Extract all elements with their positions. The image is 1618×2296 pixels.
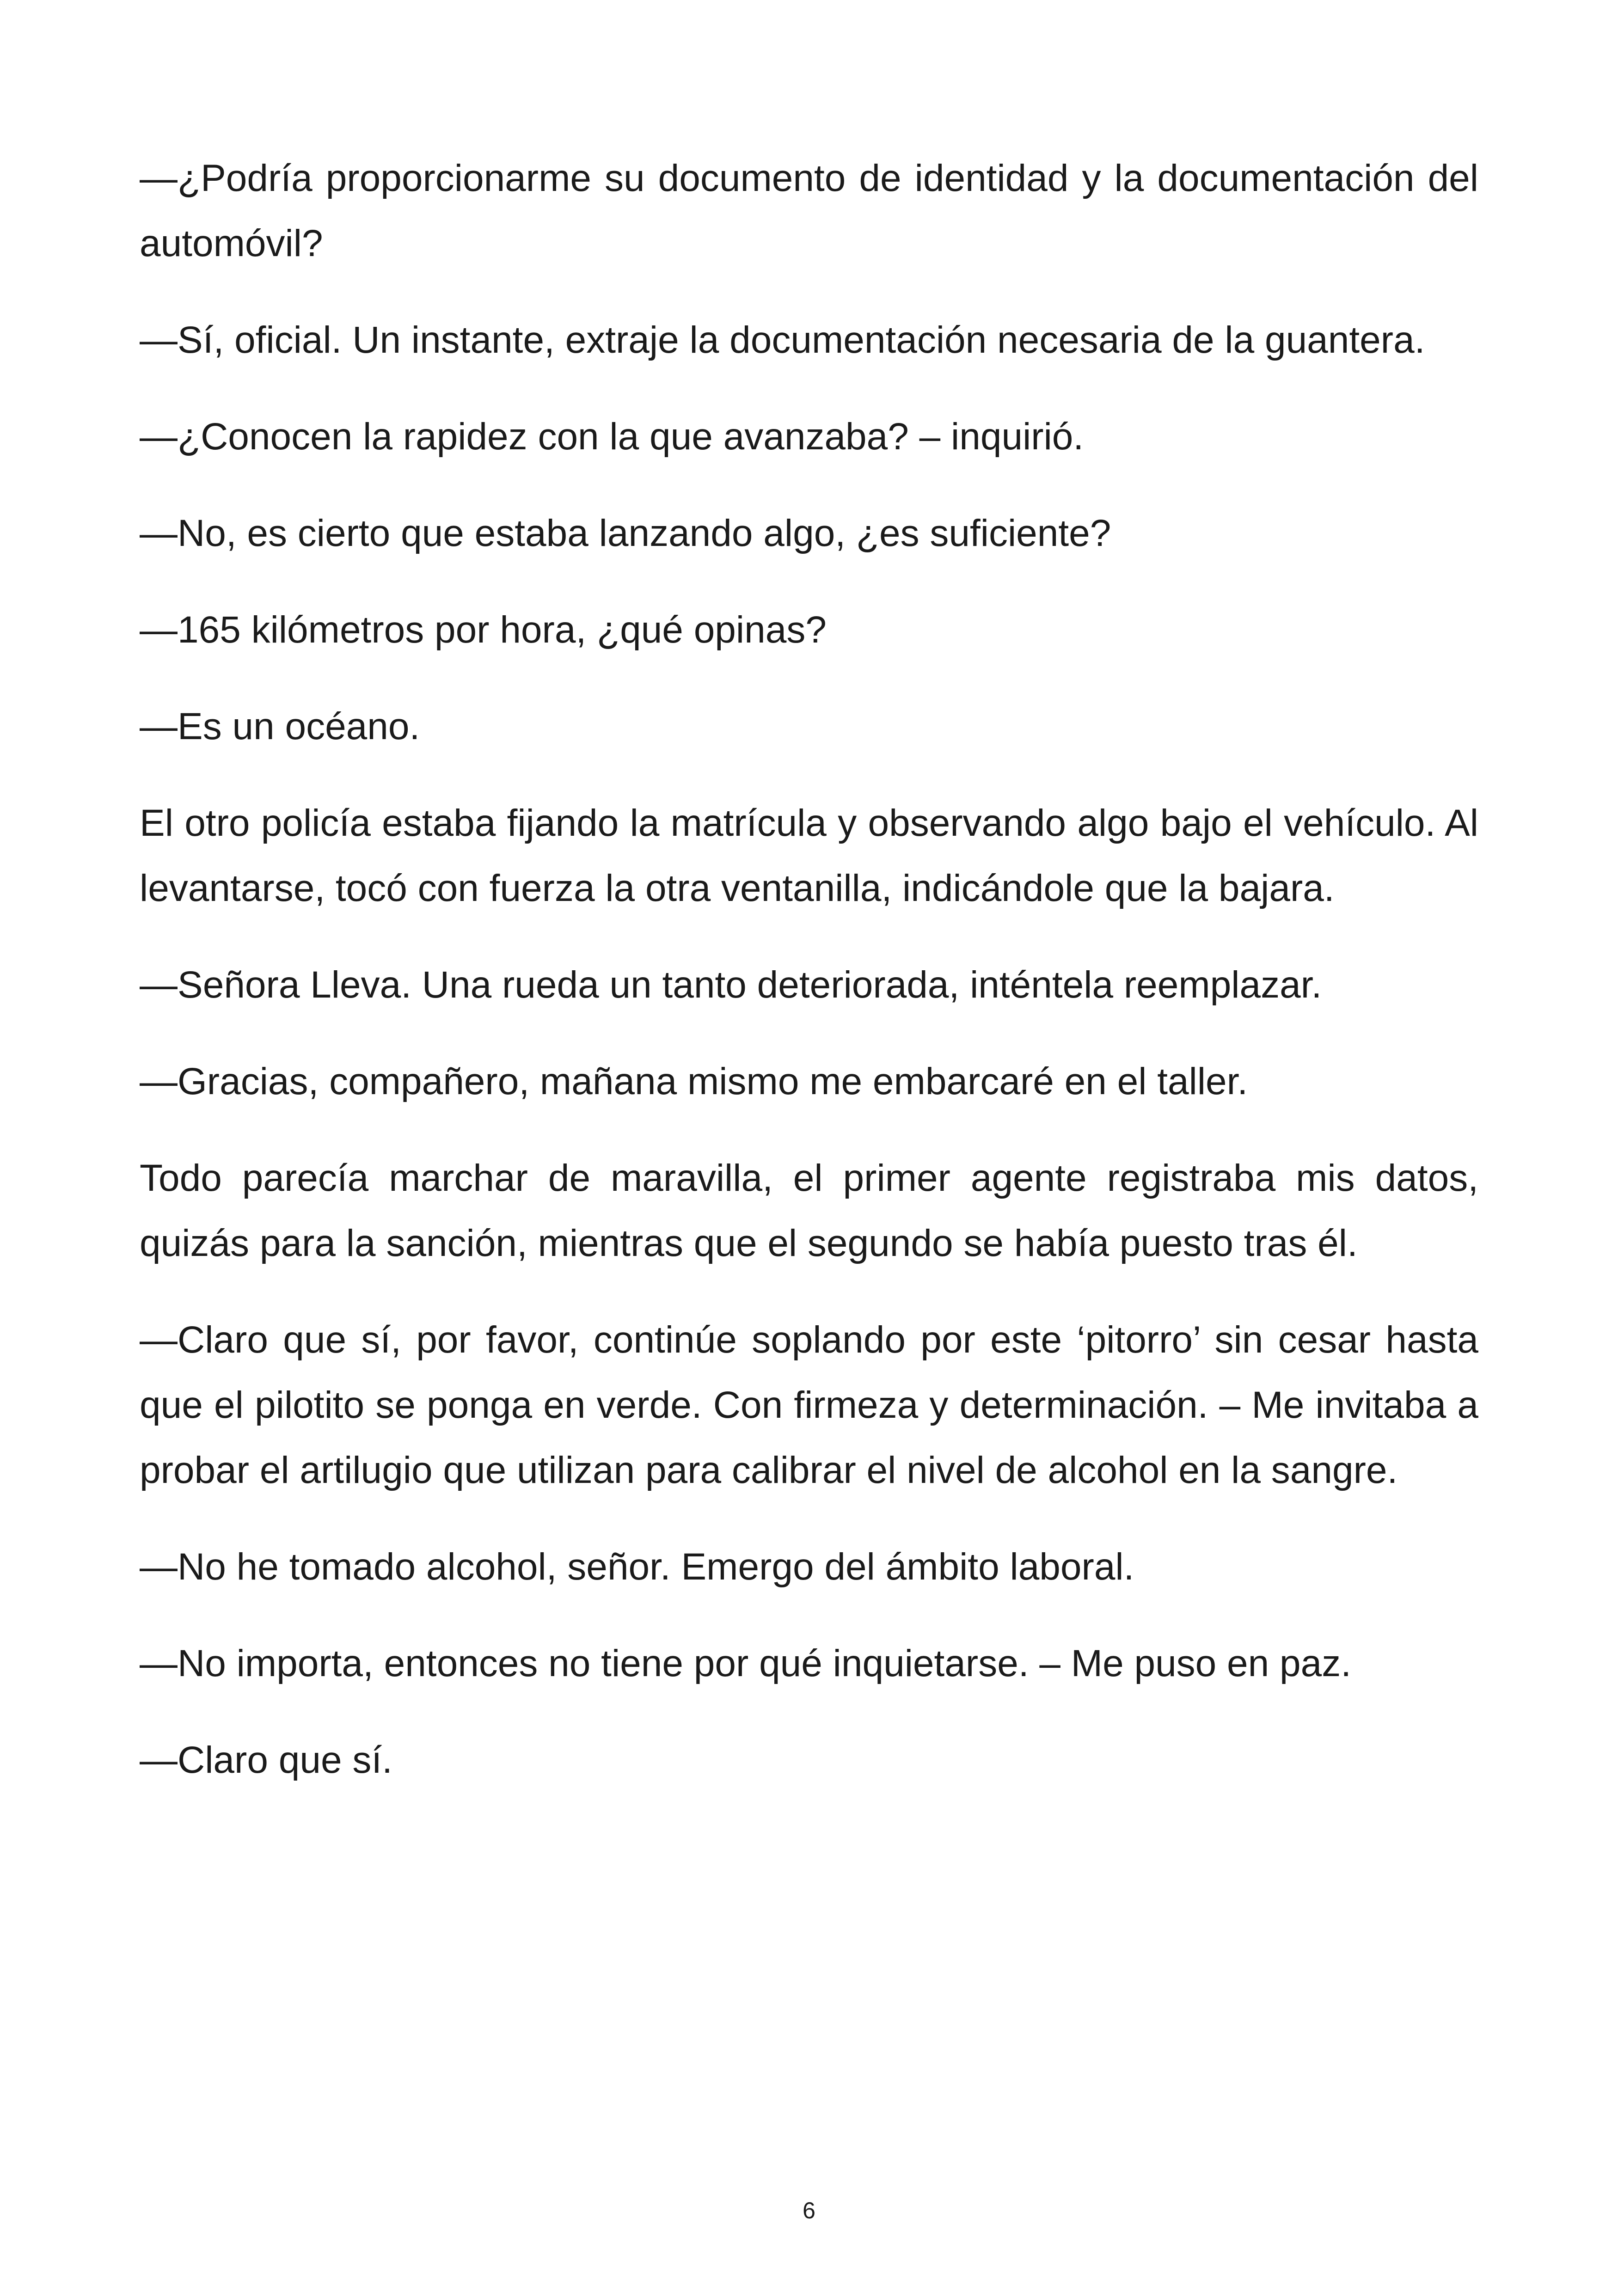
paragraph-8: —Señora Lleva. Una rueda un tanto deteriorada, inténtela reemplazar. bbox=[140, 964, 1322, 1006]
paragraph-9: —Gracias, compañero, mañana mismo me embarcaré en el taller. bbox=[140, 1060, 1248, 1102]
paragraph-14: —Claro que sí. bbox=[140, 1739, 392, 1781]
paragraph-2: —Sí, oficial. Un instante, extraje la documentación necesaria de la guantera. bbox=[140, 319, 1425, 361]
paragraph-7: El otro policía estaba fijando la matrícula y observando algo bajo el vehículo. Al levantarse, tocó con fuerza la otra ventanilla, indicándole que la bajara. bbox=[140, 802, 1478, 909]
paragraph-1: —¿Podría proporcionarme su documento de identidad y la documentación del automóvil? bbox=[140, 157, 1478, 264]
paragraph-6: —Es un océano. bbox=[140, 705, 420, 747]
paragraph-4: —No, es cierto que estaba lanzando algo, ¿es suficiente? bbox=[140, 512, 1111, 554]
paragraph-3: —¿Conocen la rapidez con la que avanzaba? – inquirió. bbox=[140, 416, 1084, 458]
page-number: 6 bbox=[803, 2198, 815, 2223]
paragraph-13: —No importa, entonces no tiene por qué inquietarse. – Me puso en paz. bbox=[140, 1642, 1352, 1684]
paragraph-11: —Claro que sí, por favor, continúe soplando por este ‘pitorro’ sin cesar hasta que el pilotito se ponga en verde. Con firmeza y determinación. – Me invitaba a probar el artilugio que utilizan para calibrar el nivel de alcohol en la sangre. bbox=[140, 1319, 1478, 1491]
paragraph-10: Todo parecía marchar de maravilla, el primer agente registraba mis datos, quizás para la sanción, mientras que el segundo se había puesto tras él. bbox=[140, 1157, 1478, 1264]
paragraph-5: —165 kilómetros por hora, ¿qué opinas? bbox=[140, 609, 827, 651]
body-text bbox=[140, 146, 1478, 1824]
paragraph-12: —No he tomado alcohol, señor. Emergo del ámbito laboral. bbox=[140, 1546, 1134, 1588]
